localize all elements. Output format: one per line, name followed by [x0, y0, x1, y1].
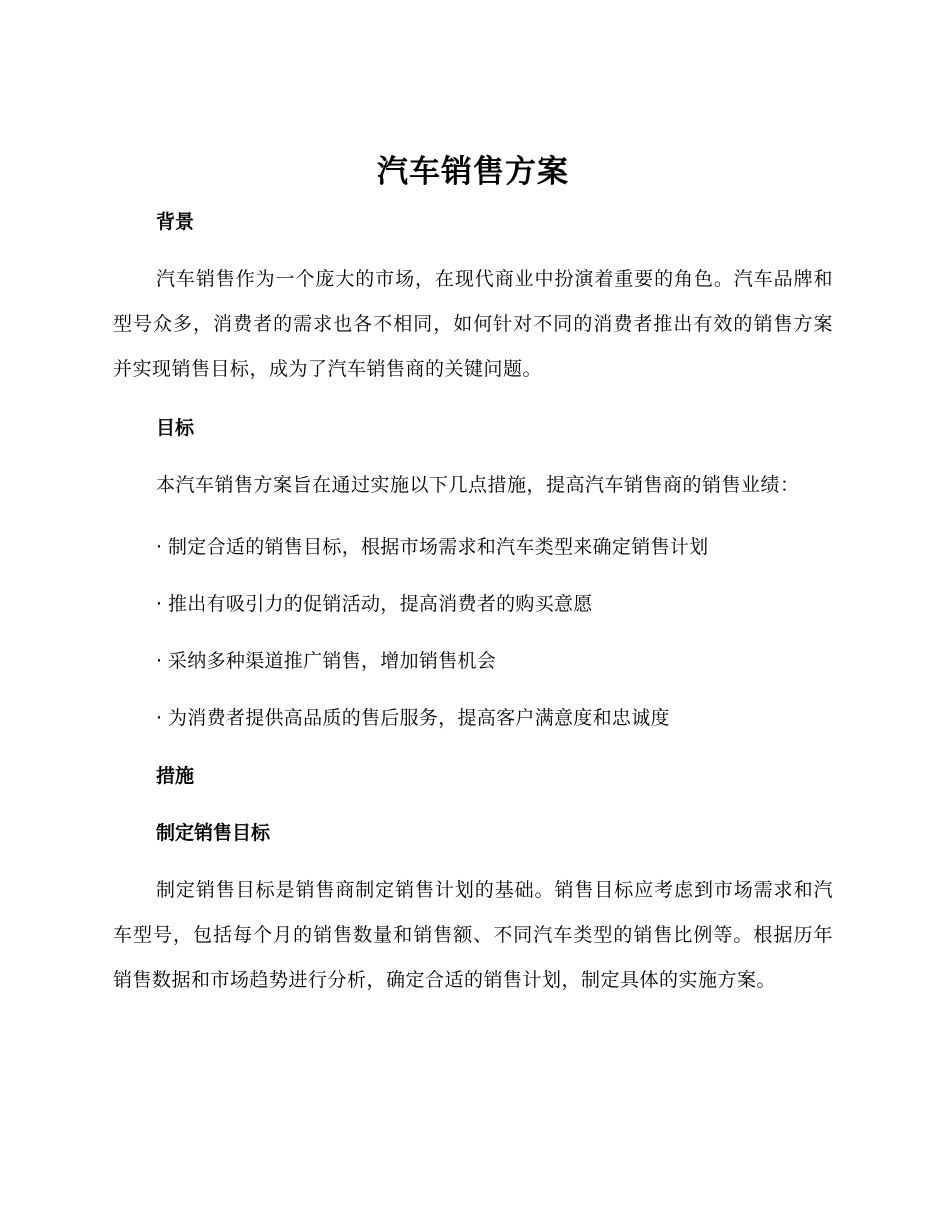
bullet-text: 采纳多种渠道推广销售，增加销售机会	[168, 650, 497, 672]
list-item	[113, 704, 833, 732]
goals-bullet-list	[113, 533, 833, 732]
bullet-text: 为消费者提供高品质的售后服务，提高客户满意度和忠诚度	[168, 707, 670, 729]
bullet-text: 推出有吸引力的促销活动，提高消费者的购买意愿	[168, 593, 593, 615]
list-item	[113, 533, 833, 561]
section-heading-background: 背景	[156, 211, 195, 233]
subsection-heading-sales-targets: 制定销售目标	[156, 822, 271, 844]
bullet-marker: ·	[156, 650, 163, 672]
bullet-text: 制定合适的销售目标，根据市场需求和汽车类型来确定销售计划	[168, 536, 709, 558]
list-item	[113, 590, 833, 618]
section-heading-goals: 目标	[156, 417, 195, 439]
list-item	[113, 647, 833, 675]
section-heading-measures: 措施	[156, 765, 195, 787]
measures-paragraph: 制定销售目标是销售商制定销售计划的基础。销售目标应考虑到市场需求和汽车型号，包括每个月的销售数量和销售额、不同汽车类型的销售比例等。根据历年销售数据和市场趋势进行分析，确定合适的销售计划，制定具体的实施方案。	[113, 879, 833, 991]
document-title: 汽车销售方案	[377, 154, 569, 190]
bullet-marker: ·	[156, 707, 163, 729]
document-content	[113, 148, 833, 1003]
bullet-marker: ·	[156, 536, 163, 558]
goals-paragraph: 本汽车销售方案旨在通过实施以下几点措施，提高汽车销售商的销售业绩：	[156, 474, 800, 496]
bullet-marker: ·	[156, 593, 163, 615]
background-paragraph: 汽车销售作为一个庞大的市场，在现代商业中扮演着重要的角色。汽车品牌和型号众多，消费者的需求也各不相同，如何针对不同的消费者推出有效的销售方案并实现销售目标，成为了汽车销售商的关键问题。	[113, 268, 833, 380]
